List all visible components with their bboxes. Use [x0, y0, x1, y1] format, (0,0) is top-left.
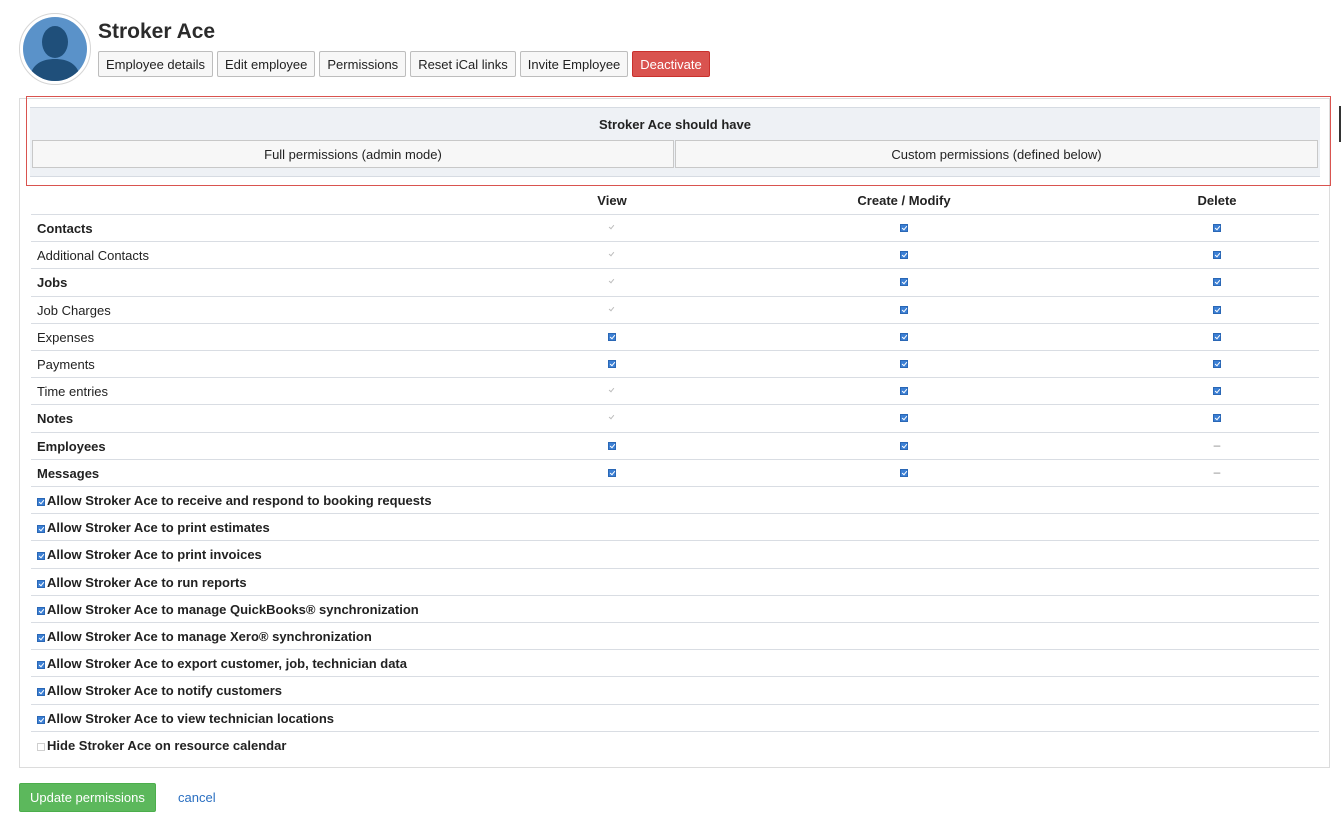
- allowance-checkbox[interactable]: [37, 661, 45, 669]
- edit-employee-button[interactable]: Edit employee: [217, 51, 315, 77]
- create-modify-checkbox[interactable]: [900, 278, 908, 286]
- allowance-checkbox[interactable]: [37, 552, 45, 560]
- scroll-edge-marker: [1339, 106, 1341, 142]
- view-checkbox[interactable]: [608, 387, 616, 395]
- allowance-row: [31, 676, 1319, 703]
- allowance-checkbox[interactable]: [37, 688, 45, 696]
- permission-mode-title: Stroker Ace should have: [599, 117, 751, 132]
- table-row: [31, 268, 1319, 295]
- allowance-checkbox[interactable]: [37, 634, 45, 642]
- custom-permissions-option[interactable]: Custom permissions (defined below): [675, 140, 1318, 168]
- table-row: [31, 404, 1319, 431]
- row-label: Payments: [37, 357, 95, 372]
- view-checkbox[interactable]: [608, 278, 616, 286]
- row-label: Messages: [37, 465, 100, 481]
- table-row: [31, 214, 1319, 241]
- create-modify-checkbox[interactable]: [900, 360, 908, 368]
- allowance-row: [31, 649, 1319, 676]
- row-label: Expenses: [37, 329, 95, 345]
- view-checkbox[interactable]: [608, 360, 616, 368]
- table-row: [31, 323, 1319, 350]
- table-row: [31, 377, 1319, 404]
- allowance-row: [31, 595, 1319, 622]
- full-permissions-option[interactable]: Full permissions (admin mode): [32, 140, 674, 168]
- update-permissions-button[interactable]: Update permissions: [19, 783, 156, 812]
- allowance-label: Allow Stroker Ace to view technician locations: [47, 710, 335, 726]
- create-modify-checkbox[interactable]: [900, 333, 908, 341]
- allowance-checkbox[interactable]: [37, 743, 45, 751]
- delete-checkbox[interactable]: [1213, 387, 1221, 395]
- allowance-checkbox[interactable]: [37, 498, 45, 506]
- allowance-row: [31, 513, 1319, 540]
- page-title: Stroker Ace: [98, 20, 216, 43]
- create-modify-checkbox[interactable]: [900, 306, 908, 314]
- allowance-label: Allow Stroker Ace to manage QuickBooks® synchronization: [47, 601, 419, 617]
- table-row: [31, 459, 1319, 486]
- allowance-checkbox[interactable]: [37, 607, 45, 615]
- create-modify-checkbox[interactable]: [900, 442, 908, 450]
- column-header-create-modify: Create / Modify: [857, 193, 951, 208]
- table-row: [31, 241, 1319, 268]
- view-checkbox[interactable]: [608, 414, 616, 422]
- table-row: [31, 432, 1319, 459]
- row-label: Additional Contacts: [37, 248, 150, 264]
- view-checkbox[interactable]: [608, 224, 616, 232]
- table-row: [31, 296, 1319, 323]
- allowance-label: Allow Stroker Ace to print invoices: [47, 547, 262, 563]
- view-checkbox[interactable]: [608, 333, 616, 341]
- column-header-view: View: [597, 193, 627, 208]
- create-modify-checkbox[interactable]: [900, 251, 908, 259]
- view-checkbox[interactable]: [608, 442, 616, 450]
- employee-toolbar: [98, 51, 710, 77]
- employee-details-button[interactable]: Employee details: [98, 51, 213, 77]
- allowance-checkbox[interactable]: [37, 525, 45, 533]
- allowance-label: Allow Stroker Ace to export customer, job, technician data: [47, 656, 407, 672]
- allowance-label: Allow Stroker Ace to notify customers: [47, 683, 283, 699]
- row-label: Employees: [37, 438, 106, 454]
- allowance-label: Allow Stroker Ace to manage Xero® synchronization: [47, 629, 372, 644]
- delete-checkbox: –: [1213, 464, 1221, 479]
- row-label: Notes: [37, 411, 74, 427]
- allowance-checkbox[interactable]: [37, 716, 45, 724]
- cancel-link[interactable]: cancel: [178, 790, 216, 805]
- allowance-row: [31, 622, 1319, 649]
- row-label: Time entries: [37, 384, 109, 400]
- allowance-row: [31, 486, 1319, 513]
- allowance-label: Allow Stroker Ace to print estimates: [47, 520, 270, 536]
- row-label: Job Charges: [37, 302, 111, 318]
- avatar-person-icon: [23, 17, 87, 81]
- allowance-label: Allow Stroker Ace to receive and respond to booking requests: [47, 493, 432, 508]
- allowance-row: [31, 731, 1319, 758]
- create-modify-checkbox[interactable]: [900, 224, 908, 232]
- create-modify-checkbox[interactable]: [900, 387, 908, 395]
- delete-checkbox[interactable]: [1213, 333, 1221, 341]
- allowance-label: Allow Stroker Ace to run reports: [47, 574, 247, 590]
- row-label: Jobs: [37, 275, 68, 291]
- delete-checkbox[interactable]: [1213, 360, 1221, 368]
- delete-checkbox[interactable]: [1213, 306, 1221, 314]
- create-modify-checkbox[interactable]: [900, 414, 908, 422]
- delete-checkbox[interactable]: [1213, 278, 1221, 286]
- view-checkbox[interactable]: [608, 306, 616, 314]
- permission-mode-selector: [30, 107, 1320, 177]
- reset-ical-links-button[interactable]: Reset iCal links: [410, 51, 516, 77]
- view-checkbox[interactable]: [608, 251, 616, 259]
- delete-checkbox: –: [1213, 437, 1221, 452]
- table-row: [31, 350, 1319, 377]
- allowance-row: [31, 568, 1319, 595]
- allowance-row: [31, 540, 1319, 567]
- permissions-button[interactable]: Permissions: [319, 51, 406, 77]
- view-checkbox[interactable]: [608, 469, 616, 477]
- create-modify-checkbox[interactable]: [900, 469, 908, 477]
- row-label: Contacts: [37, 221, 93, 236]
- column-header-delete: Delete: [1197, 193, 1237, 208]
- allowance-label: Hide Stroker Ace on resource calendar: [47, 737, 287, 753]
- delete-checkbox[interactable]: [1213, 414, 1221, 422]
- allowance-checkbox[interactable]: [37, 580, 45, 588]
- invite-employee-button[interactable]: Invite Employee: [520, 51, 629, 77]
- allowance-row: [31, 704, 1319, 731]
- delete-checkbox[interactable]: [1213, 251, 1221, 259]
- avatar: [19, 13, 91, 85]
- delete-checkbox[interactable]: [1213, 224, 1221, 232]
- deactivate-button[interactable]: Deactivate: [632, 51, 709, 77]
